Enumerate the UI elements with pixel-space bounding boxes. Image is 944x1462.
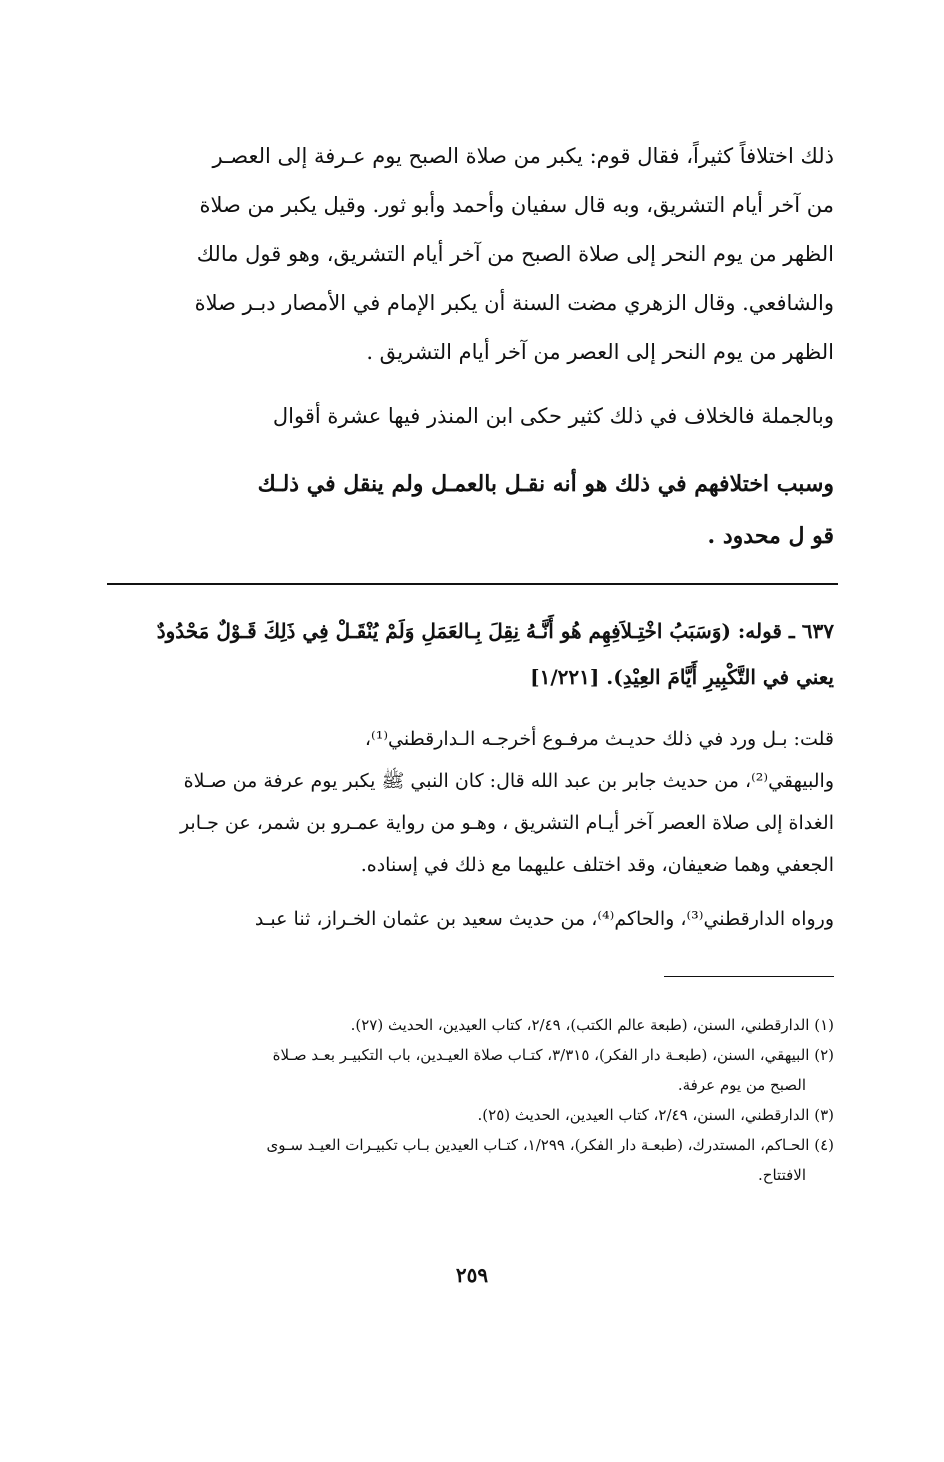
- main-paragraph: [106, 132, 834, 377]
- commentary-line: والبيهقي⁽²⁾، من حديث جابر بن عبد الله قال: كان النبي ﷺ يكبر يوم عرفة من صـلاة: [183, 770, 834, 792]
- commentary-body-continued: [106, 898, 834, 940]
- commentary-heading-line: ٦٣٧ ـ قوله: (وَسَبَبُ اخْتِـلاَفِهِم هُو أَنَّـهُ نِقِلَ بِـالعَمَلِ وَلَمْ يُنْقَـلْ فِي ذَلِكَ قَـوْلٌ مَحْدُودٌ: [156, 619, 834, 643]
- main-line: من آخر أيام التشريق، وبه قال سفيان وأحمد وأبو ثور. وقيل يكبر من صلاة: [199, 193, 834, 217]
- main-line: والشافعي. وقال الزهري مضت السنة أن يكبر الإمام في الأمصار دبـر صلاة: [194, 291, 834, 315]
- summary-paragraph: [106, 396, 834, 436]
- commentary-line: الجعفي وهما ضعيفان، وقد اختلف عليهما مع ذلك في إسناده.: [360, 854, 834, 876]
- commentary-heading-line: يعني في التَّكْبِيرِ أَيَّامَ العِيْدِ). [١/٢٢١]: [530, 665, 834, 689]
- page-number: ٢٥٩: [455, 1263, 489, 1287]
- main-line: الظهر من يوم النحر إلى العصر من آخر أيام التشريق .: [366, 340, 834, 364]
- commentary-line: قلت: بـل ورد في ذلك حديـث مرفـوع أخرجـه الـدارقطني⁽¹⁾،: [364, 728, 834, 750]
- section-divider: [107, 583, 838, 585]
- commentary-heading: [106, 608, 834, 700]
- footnote-4-continued: الافتتاح.: [758, 1166, 806, 1184]
- footnote-3: (٣) الدارقطني، السنن، ٢/٤٩، كتاب العيدين، الحديث (٢٥).: [477, 1106, 834, 1124]
- footnote-1: (١) الدارقطني، السنن، (طبعة عالم الكتب)، ٢/٤٩، كتاب العيدين، الحديث (٢٧).: [350, 1016, 834, 1034]
- commentary-line: الغداة إلى صلاة العصر آخر أيـام التشريق ، وهـو من رواية عمـرو بن شمر، عن جـابر: [179, 812, 834, 834]
- commentary-line: ورواه الدارقطني⁽³⁾، والحاكم⁽⁴⁾، من حديث سعيد بن عثمان الخـراز، ثنا عبـد: [254, 908, 834, 930]
- footnote-divider: [664, 976, 834, 977]
- main-line: ذلك اختلافاً كثيراً، فقال قوم: يكبر من صلاة الصبح يوم عـرفة إلى العصـر: [212, 144, 834, 168]
- cause-line: وسبب اختلافهم في ذلك هو أنه نقـل بالعمـل ولم ينقل في ذلـك: [257, 471, 834, 497]
- cause-line: قو ل محدود .: [707, 523, 834, 549]
- footnote-2: (٢) البيهقي، السنن، (طبعـة دار الفكر)، ٣/٣١٥، كتـاب صلاة العيـدين، باب التكبيـر بعـد صـلاة: [272, 1046, 834, 1064]
- footnote-2-continued: الصبح من يوم عرفة.: [677, 1076, 806, 1094]
- footnotes: [106, 1010, 834, 1190]
- cause-paragraph: [106, 458, 834, 562]
- summary-line: وبالجملة فالخلاف في ذلك كثير حكى ابن المنذر فيها عشرة أقوال: [272, 404, 834, 428]
- commentary-body: [106, 718, 834, 886]
- main-line: الظهر من يوم النحر إلى صلاة الصبح من آخر أيام التشريق، وهو قول مالك: [196, 242, 834, 266]
- footnote-4: (٤) الحـاكم، المستدرك، (طبعـة دار الفكر)، ١/٢٩٩، كتـاب العيدين بـاب تكبيـرات العيـد سـوى: [266, 1136, 834, 1154]
